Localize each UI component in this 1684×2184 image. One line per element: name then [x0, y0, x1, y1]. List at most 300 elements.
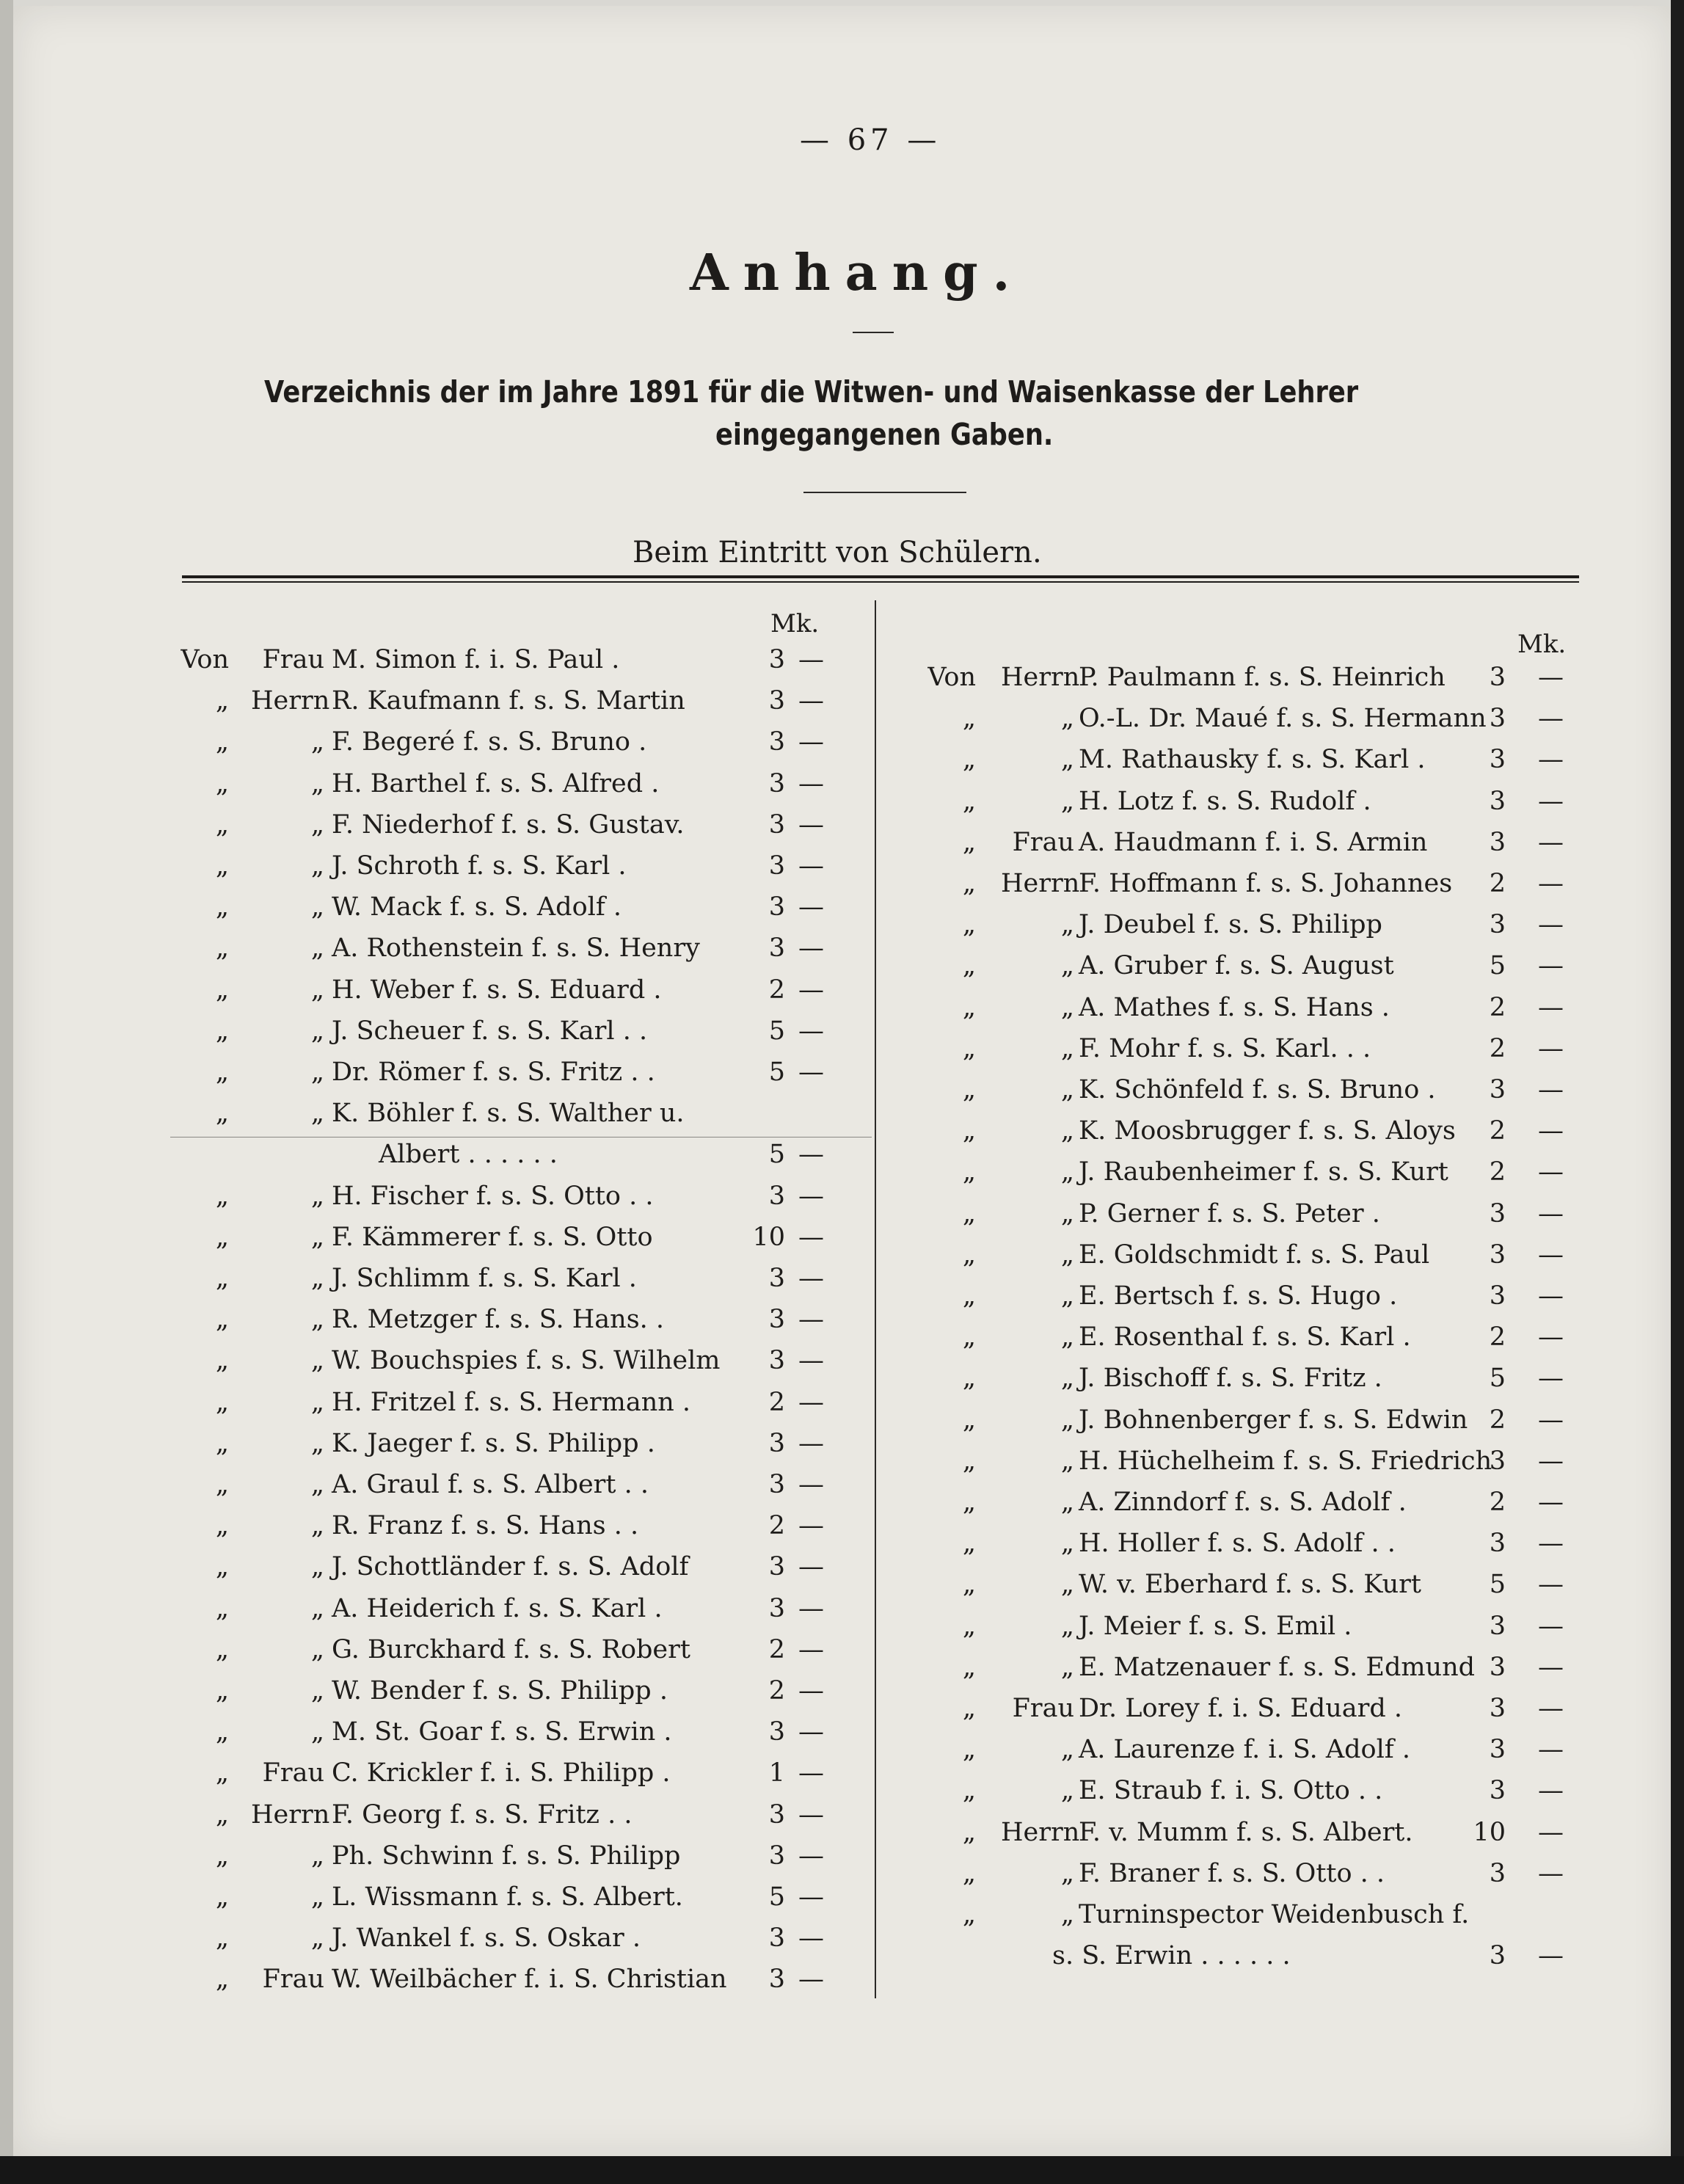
- donation-row: [0, 783, 1684, 820]
- donation-amount: 3: [1489, 1240, 1506, 1270]
- donation-prefix: Von: [927, 663, 976, 692]
- donation-amount: 3: [1489, 1694, 1506, 1723]
- donation-dash: —: [1538, 1817, 1564, 1847]
- donation-dash: —: [798, 1758, 824, 1788]
- donation-amount: 5: [768, 1140, 785, 1170]
- section-heading: Beim Eintritt von Schülern.: [633, 536, 1042, 569]
- donation-title: „: [1060, 1198, 1074, 1228]
- donation-name: W. v. Eberhard f. s. S. Kurt: [1079, 1570, 1421, 1600]
- donation-name: H. Lotz f. s. S. Rudolf .: [1079, 786, 1371, 816]
- donation-dash: —: [1538, 910, 1564, 940]
- donation-prefix: „: [962, 910, 976, 940]
- donation-name: M. Simon f. i. S. Paul .: [332, 645, 620, 674]
- donation-prefix: „: [215, 1841, 229, 1871]
- donation-name: K. Moosbrugger f. s. S. Aloys: [1079, 1116, 1456, 1146]
- donation-amount: 2: [768, 1634, 785, 1664]
- donation-prefix: „: [962, 1611, 976, 1641]
- donation-dash: —: [798, 768, 824, 798]
- donation-name: M. Rathausky f. s. S. Karl .: [1079, 745, 1426, 775]
- donation-name: W. Bender f. s. S. Philipp .: [332, 1676, 668, 1706]
- donation-dash: —: [798, 1016, 824, 1046]
- donation-title: „: [310, 1016, 324, 1046]
- donation-prefix: „: [962, 704, 976, 734]
- donation-prefix: „: [962, 1405, 976, 1435]
- donation-row: [0, 1360, 1684, 1397]
- donation-prefix: „: [962, 951, 976, 981]
- donation-prefix: „: [962, 745, 976, 775]
- donation-dash: —: [1538, 1240, 1564, 1270]
- donation-name: A. Zinndorf f. s. S. Adolf .: [1079, 1488, 1407, 1517]
- donation-amount: 3: [1489, 1652, 1506, 1682]
- donation-name: A. Haudmann f. i. S. Armin: [1079, 827, 1428, 857]
- donation-row: [0, 1402, 1684, 1438]
- donation-dash: —: [798, 686, 824, 716]
- donation-prefix: „: [215, 1882, 229, 1912]
- donation-dash: —: [798, 933, 824, 964]
- donation-name: J. Bohnenberger f. s. S. Edwin: [1079, 1405, 1468, 1435]
- page-edge-bottom: [0, 2156, 1684, 2184]
- donation-dash: —: [798, 1140, 824, 1170]
- donation-title: „: [1060, 1570, 1074, 1600]
- donation-prefix: „: [215, 975, 229, 1005]
- donation-amount: 3: [768, 1841, 785, 1871]
- donation-prefix: „: [215, 1799, 229, 1830]
- donation-title: „: [1060, 745, 1074, 775]
- donation-row: [0, 1484, 1684, 1521]
- donation-prefix: „: [962, 1364, 976, 1394]
- donation-name: A. Heiderich f. s. S. Karl .: [332, 1593, 663, 1623]
- donation-name: F. Georg f. s. S. Fritz . .: [332, 1799, 633, 1830]
- donation-amount: 2: [1489, 1116, 1506, 1146]
- donation-prefix: „: [962, 827, 976, 857]
- donation-prefix: „: [215, 933, 229, 964]
- donation-prefix: „: [962, 1735, 976, 1765]
- donation-prefix: „: [962, 1033, 976, 1063]
- donation-name: J. Deubel f. s. S. Philipp: [1079, 910, 1382, 940]
- donation-title: „: [310, 809, 324, 840]
- donation-prefix: „: [215, 1387, 229, 1417]
- donation-amount: 3: [768, 1428, 785, 1458]
- donation-name: Dr. Lorey f. i. S. Eduard .: [1079, 1694, 1402, 1723]
- donation-title: „: [310, 1882, 324, 1912]
- donation-name: H. Fischer f. s. S. Otto . .: [332, 1181, 654, 1211]
- donation-amount: 3: [768, 1799, 785, 1830]
- donation-prefix: „: [215, 1923, 229, 1954]
- donation-title: „: [1060, 910, 1074, 940]
- currency-header-left: Mk.: [770, 609, 820, 638]
- donation-prefix: „: [215, 727, 229, 757]
- donation-name: F. Braner f. s. S. Otto . .: [1079, 1858, 1385, 1888]
- donation-amount: 3: [768, 686, 785, 716]
- donation-amount: 5: [768, 1882, 785, 1912]
- donation-amount: 3: [1489, 1776, 1506, 1806]
- donation-prefix: „: [215, 1222, 229, 1252]
- donation-dash: —: [798, 1799, 824, 1830]
- donation-title: „: [1060, 786, 1074, 816]
- subtitle-line-1: Verzeichnis der im Jahre 1891 für die Witwen- und Waisenkasse der Lehrer: [264, 374, 1359, 410]
- table-top-rule: [182, 575, 1579, 578]
- donation-prefix: „: [215, 768, 229, 798]
- donation-prefix: „: [215, 809, 229, 840]
- donation-title: Herrn: [1001, 663, 1080, 692]
- donation-name: Ph. Schwinn f. s. S. Philipp: [332, 1841, 681, 1871]
- donation-title: „: [1060, 1075, 1074, 1104]
- donation-title: „: [1060, 951, 1074, 981]
- donation-prefix: „: [962, 1900, 976, 1929]
- donation-title: „: [1060, 1529, 1074, 1559]
- donation-amount: 3: [768, 1717, 785, 1747]
- donation-dash: —: [1538, 1694, 1564, 1723]
- donation-row: [0, 865, 1684, 902]
- donation-prefix: „: [215, 1758, 229, 1788]
- donation-prefix: „: [962, 786, 976, 816]
- donation-amount: 10: [752, 1222, 785, 1252]
- donation-title: „: [310, 1552, 324, 1582]
- donation-dash: —: [798, 1717, 824, 1747]
- donation-prefix: „: [215, 851, 229, 881]
- donation-row: [0, 1195, 1684, 1232]
- donation-prefix: „: [962, 1075, 976, 1104]
- donation-name: J. Wankel f. s. S. Oskar .: [332, 1923, 641, 1954]
- donation-name: P. Gerner f. s. S. Peter .: [1079, 1198, 1380, 1228]
- donation-amount: 3: [768, 1923, 785, 1954]
- donation-name: C. Krickler f. i. S. Philipp .: [332, 1758, 671, 1788]
- donation-title: „: [310, 1222, 324, 1252]
- donation-name: H. Barthel f. s. S. Alfred .: [332, 768, 660, 798]
- donation-amount: 3: [768, 727, 785, 757]
- donation-title: „: [310, 975, 324, 1005]
- donation-title: „: [310, 768, 324, 798]
- donation-amount: 3: [768, 1181, 785, 1211]
- donation-title: „: [310, 1058, 324, 1087]
- donation-amount: 3: [768, 1552, 785, 1582]
- donation-dash: —: [1538, 1529, 1564, 1559]
- donation-name: E. Rosenthal f. s. S. Karl .: [1079, 1322, 1411, 1353]
- donation-row: [0, 1855, 1684, 1892]
- donation-title: „: [310, 933, 324, 964]
- donation-title: „: [1060, 1116, 1074, 1146]
- donation-name: R. Kaufmann f. s. S. Martin: [332, 686, 685, 716]
- donation-name: J. Raubenheimer f. s. S. Kurt: [1079, 1157, 1448, 1187]
- donation-title: „: [1060, 1322, 1074, 1353]
- donation-name: A. Rothenstein f. s. S. Henry: [332, 933, 700, 964]
- donation-dash: —: [798, 727, 824, 757]
- donation-amount: 3: [768, 892, 785, 922]
- donation-prefix: „: [215, 1058, 229, 1087]
- donation-title: „: [310, 892, 324, 922]
- donation-prefix: „: [215, 1717, 229, 1747]
- donation-title: „: [310, 1428, 324, 1458]
- currency-header-right: Mk.: [1517, 630, 1567, 659]
- donation-dash: —: [1538, 1198, 1564, 1228]
- donation-prefix: „: [962, 1858, 976, 1888]
- donation-row: [0, 1566, 1684, 1603]
- donation-dash: —: [1538, 1488, 1564, 1517]
- donation-prefix: „: [215, 1634, 229, 1664]
- donation-name: L. Wissmann f. s. S. Albert.: [332, 1882, 683, 1912]
- donation-title: „: [1060, 1611, 1074, 1641]
- donation-name: W. Bouchspies f. s. S. Wilhelm: [332, 1346, 721, 1376]
- donation-title: „: [1060, 1281, 1074, 1311]
- donation-title: „: [310, 1841, 324, 1871]
- donation-amount: 3: [768, 645, 785, 674]
- donation-dash: —: [798, 1841, 824, 1871]
- donation-amount: 2: [1489, 869, 1506, 898]
- donation-amount: 3: [768, 1965, 785, 1995]
- donation-name: J. Schroth f. s. S. Karl .: [332, 851, 627, 881]
- donation-row: [0, 1649, 1684, 1686]
- donation-dash: —: [1538, 951, 1564, 981]
- donation-amount: 5: [768, 1058, 785, 1087]
- subtitle-rule: [803, 492, 966, 493]
- donation-prefix: „: [962, 869, 976, 898]
- donation-amount: 3: [1489, 1611, 1506, 1641]
- donation-name: J. Schottländer f. s. S. Adolf: [332, 1552, 689, 1582]
- donation-title: Frau: [262, 645, 324, 674]
- donation-title: „: [1060, 1652, 1074, 1682]
- donation-row: [0, 906, 1684, 943]
- donation-name: Dr. Römer f. s. S. Fritz . .: [332, 1058, 655, 1087]
- donation-name: A. Gruber f. s. S. August: [1079, 951, 1394, 981]
- donation-name: E. Matzenauer f. s. S. Edmund: [1079, 1652, 1476, 1682]
- donation-prefix: Von: [181, 645, 229, 674]
- donation-prefix: „: [962, 1529, 976, 1559]
- donation-dash: —: [798, 1552, 824, 1582]
- donation-prefix: „: [962, 1157, 976, 1187]
- donation-dash: —: [798, 1058, 824, 1087]
- donation-amount: 2: [1489, 1157, 1506, 1187]
- donation-dash: —: [1538, 1446, 1564, 1476]
- donation-amount: 1: [768, 1758, 785, 1788]
- donation-prefix: „: [215, 1470, 229, 1499]
- donation-dash: —: [798, 1387, 824, 1417]
- donation-name: E. Bertsch f. s. S. Hugo .: [1079, 1281, 1398, 1311]
- donation-prefix: „: [962, 1652, 976, 1682]
- donation-amount: 2: [1489, 992, 1506, 1022]
- donation-prefix: „: [215, 1965, 229, 1995]
- donation-amount: 2: [768, 975, 785, 1005]
- donation-name: F. v. Mumm f. s. S. Albert.: [1079, 1817, 1413, 1847]
- donation-row: [0, 659, 1684, 696]
- donation-amount: 3: [1489, 1529, 1506, 1559]
- donation-dash: —: [798, 1181, 824, 1211]
- donation-row: [0, 989, 1684, 1026]
- donation-dash: —: [1538, 663, 1564, 692]
- donation-dash: —: [1538, 1941, 1564, 1971]
- donation-title: „: [1060, 1033, 1074, 1063]
- donation-row: [0, 1814, 1684, 1851]
- donation-prefix: „: [962, 1240, 976, 1270]
- donation-name: O.-L. Dr. Maué f. s. S. Hermann: [1079, 704, 1487, 734]
- donation-prefix: „: [962, 1281, 976, 1311]
- donation-dash: —: [798, 1676, 824, 1706]
- donation-dash: —: [1538, 992, 1564, 1022]
- donation-amount: 3: [768, 933, 785, 964]
- donation-row: [0, 700, 1684, 737]
- donation-name: F. Begeré f. s. S. Bruno .: [332, 727, 647, 757]
- donation-prefix: „: [215, 1511, 229, 1541]
- donation-row: [0, 1278, 1684, 1314]
- donation-title: „: [310, 1264, 324, 1293]
- donation-title: „: [310, 1593, 324, 1623]
- donation-name: J. Scheuer f. s. S. Karl . .: [332, 1016, 648, 1046]
- donation-name: F. Niederhof f. s. S. Gustav.: [332, 809, 685, 840]
- donation-dash: —: [1538, 1776, 1564, 1806]
- donation-dash: —: [1538, 1157, 1564, 1187]
- donation-title: „: [1060, 1405, 1074, 1435]
- donation-title: „: [1060, 1240, 1074, 1270]
- donation-title: „: [1060, 1776, 1074, 1806]
- donation-name: Albert . . . . . .: [379, 1140, 558, 1170]
- donation-row: [0, 1772, 1684, 1809]
- donation-title: „: [1060, 1488, 1074, 1517]
- donation-title: „: [310, 1676, 324, 1706]
- donation-row: [0, 1443, 1684, 1479]
- donation-title: Frau: [1012, 1694, 1074, 1723]
- donation-name: W. Mack f. s. S. Adolf .: [332, 892, 622, 922]
- donation-title: „: [310, 1511, 324, 1541]
- donation-amount: 3: [1489, 1198, 1506, 1228]
- donation-name: A. Mathes f. s. S. Hans .: [1079, 992, 1390, 1022]
- title-rule: [853, 332, 894, 333]
- donation-amount: 3: [1489, 1735, 1506, 1765]
- donation-dash: —: [798, 1634, 824, 1664]
- donation-name: G. Burckhard f. s. S. Robert: [332, 1634, 690, 1664]
- donation-title: „: [1060, 704, 1074, 734]
- donation-amount: 2: [1489, 1322, 1506, 1353]
- donation-name: K. Schönfeld f. s. S. Bruno .: [1079, 1075, 1436, 1104]
- donation-title: Herrn: [1001, 1817, 1080, 1847]
- donation-row: [0, 1731, 1684, 1768]
- donation-prefix: „: [215, 1016, 229, 1046]
- donation-name: H. Holler f. s. S. Adolf . .: [1079, 1529, 1396, 1559]
- donation-dash: —: [798, 1264, 824, 1293]
- donation-title: „: [310, 1923, 324, 1954]
- donation-dash: —: [798, 809, 824, 840]
- donation-title: „: [310, 1634, 324, 1664]
- donation-name: W. Weilbächer f. i. S. Christian: [332, 1965, 727, 1995]
- donation-title: „: [1060, 992, 1074, 1022]
- donation-name: R. Franz f. s. S. Hans . .: [332, 1511, 639, 1541]
- donation-name: H. Weber f. s. S. Eduard .: [332, 975, 662, 1005]
- donation-dash: —: [1538, 1611, 1564, 1641]
- donation-dash: —: [798, 1511, 824, 1541]
- donation-amount: 2: [768, 1387, 785, 1417]
- donation-title: Frau: [1012, 827, 1074, 857]
- donation-name: F. Kämmerer f. s. S. Otto: [332, 1222, 653, 1252]
- donation-dash: —: [1538, 1405, 1564, 1435]
- donation-amount: 3: [1489, 1075, 1506, 1104]
- donation-name: A. Laurenze f. i. S. Adolf .: [1079, 1735, 1410, 1765]
- table-top-rule-2: [182, 581, 1579, 583]
- donation-dash: —: [1538, 1281, 1564, 1311]
- donation-amount: 3: [768, 1305, 785, 1335]
- donation-prefix: „: [215, 1305, 229, 1335]
- donation-dash: —: [1538, 1858, 1564, 1888]
- donation-amount: 3: [1489, 1858, 1506, 1888]
- donation-dash: —: [1538, 786, 1564, 816]
- donation-prefix: „: [962, 1198, 976, 1228]
- donation-prefix: „: [215, 1676, 229, 1706]
- donation-name: M. St. Goar f. s. S. Erwin .: [332, 1717, 672, 1747]
- donation-dash: —: [1538, 1735, 1564, 1765]
- donation-title: „: [310, 1181, 324, 1211]
- donation-dash: —: [798, 1346, 824, 1376]
- donation-amount: 2: [1489, 1033, 1506, 1063]
- donation-dash: —: [798, 1222, 824, 1252]
- donation-name: K. Böhler f. s. S. Walther u.: [332, 1099, 685, 1129]
- donation-name: A. Graul f. s. S. Albert . .: [332, 1470, 649, 1499]
- donation-prefix: „: [215, 686, 229, 716]
- donation-dash: —: [798, 1882, 824, 1912]
- donation-dash: —: [798, 851, 824, 881]
- donation-dash: —: [798, 645, 824, 674]
- donation-title: „: [310, 851, 324, 881]
- donation-row: [0, 1030, 1684, 1067]
- donation-row: [0, 1154, 1684, 1190]
- donation-prefix: „: [215, 1428, 229, 1458]
- donation-row: [0, 1690, 1684, 1727]
- donation-row: [0, 1608, 1684, 1645]
- donation-prefix: „: [215, 1264, 229, 1293]
- donation-amount: 3: [1489, 1941, 1506, 1971]
- donation-row: [0, 1525, 1684, 1562]
- donation-title: „: [1060, 1858, 1074, 1888]
- donation-dash: —: [1538, 827, 1564, 857]
- donation-dash: —: [798, 1305, 824, 1335]
- donation-amount: 5: [1489, 1570, 1506, 1600]
- donation-dash: —: [1538, 1033, 1564, 1063]
- donation-amount: 3: [768, 1470, 785, 1499]
- donation-amount: 2: [1489, 1488, 1506, 1517]
- donation-dash: —: [798, 1923, 824, 1954]
- donation-amount: 3: [1489, 910, 1506, 940]
- donation-amount: 3: [768, 809, 785, 840]
- donation-amount: 2: [768, 1511, 785, 1541]
- donation-prefix: „: [215, 1181, 229, 1211]
- donation-amount: 10: [1473, 1817, 1506, 1847]
- donation-dash: —: [1538, 745, 1564, 775]
- donation-name: J. Schlimm f. s. S. Karl .: [332, 1264, 637, 1293]
- donation-row: [0, 741, 1684, 778]
- donation-amount: 3: [768, 768, 785, 798]
- donation-dash: —: [1538, 869, 1564, 898]
- donation-amount: 5: [1489, 951, 1506, 981]
- donation-name: H. Hüchelheim f. s. S. Friedrich: [1079, 1446, 1492, 1476]
- donation-name: J. Meier f. s. S. Emil .: [1079, 1611, 1352, 1641]
- donation-dash: —: [1538, 1075, 1564, 1104]
- donation-name: H. Fritzel f. s. S. Hermann .: [332, 1387, 691, 1417]
- donation-title: Frau: [262, 1758, 324, 1788]
- donation-title: „: [1060, 1364, 1074, 1394]
- donation-title: „: [310, 727, 324, 757]
- donation-amount: 3: [1489, 663, 1506, 692]
- donation-amount: 2: [1489, 1405, 1506, 1435]
- donation-amount: 2: [768, 1676, 785, 1706]
- donation-name: P. Paulmann f. s. S. Heinrich: [1079, 663, 1446, 692]
- donation-amount: 5: [1489, 1364, 1506, 1394]
- donation-amount: 3: [1489, 704, 1506, 734]
- donation-row: [0, 1896, 1684, 1933]
- donation-amount: 3: [1489, 827, 1506, 857]
- donation-prefix: „: [215, 1552, 229, 1582]
- donation-prefix: „: [215, 1593, 229, 1623]
- donation-dash: —: [1538, 1116, 1564, 1146]
- subtitle-line-2: eingegangenen Gaben.: [715, 417, 1054, 452]
- donation-prefix: „: [215, 1099, 229, 1129]
- donation-prefix: „: [962, 992, 976, 1022]
- donation-dash: —: [798, 1470, 824, 1499]
